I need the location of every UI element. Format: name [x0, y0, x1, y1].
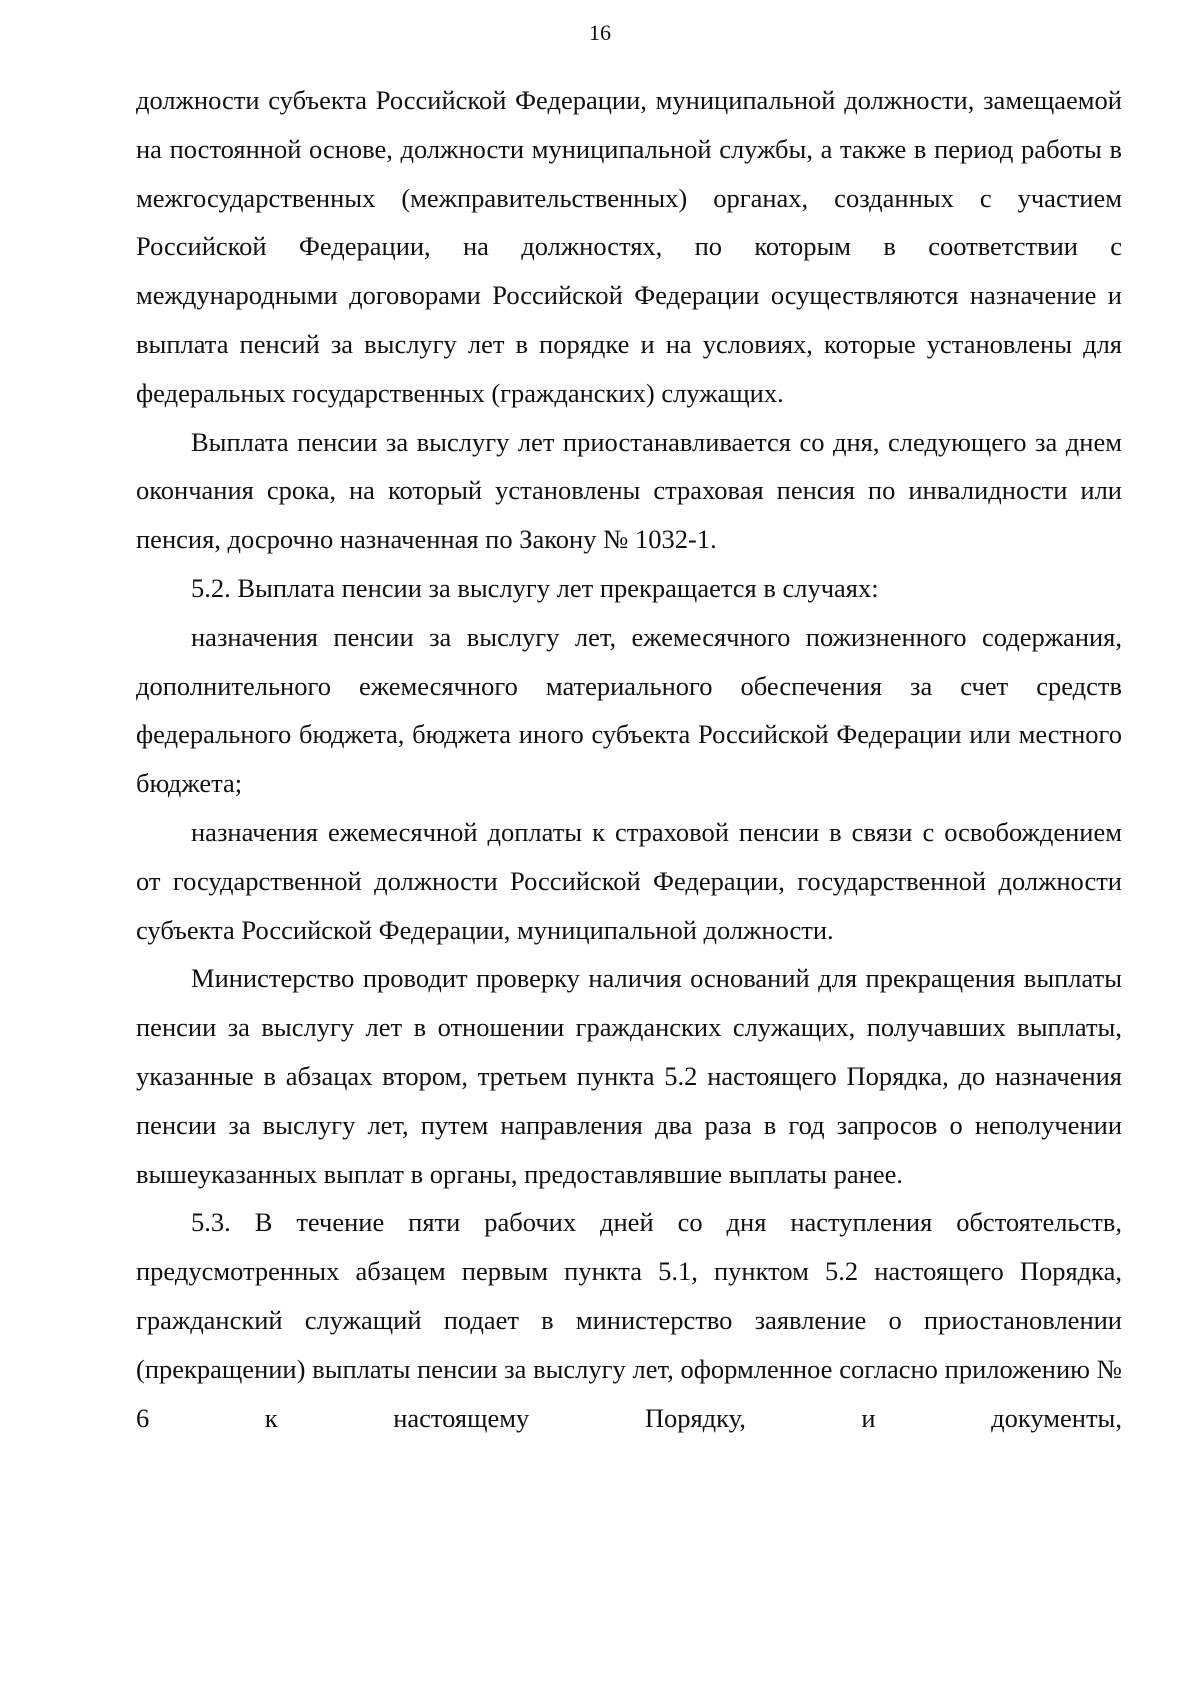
paragraph-section-5-3: 5.3. В течение пяти рабочих дней со дня наступления обстоятельств, предусмотренных абзацем первым пункта 5.1, пунктом 5.2 настоящего Порядка, гражданский служащий подает в министерство заявление о приостановлении (прекращении) выплаты пенсии за выслугу лет, оформленное согласно приложению № 6 к настоящему Порядку, и документы,	[136, 1207, 1122, 1433]
page-number: 16	[589, 20, 611, 45]
paragraph-continuation: должности субъекта Российской Федерации, муниципальной должности, замещаемой на постоянной основе, должности муниципальной службы, а также в период работы в межгосударственных (межправительственных) органах, созданных с участием Российской Федерации, на должностях, по которым в соответствии с международными договорами Российской Федерации осуществляются назначение и выплата пенсий за выслугу лет в порядке и на условиях, которые установлены для федеральных государственных (гражданских) служащих.	[136, 85, 1122, 408]
paragraph-ministry-check: Министерство проводит проверку наличия оснований для прекращения выплаты пенсии за выслугу лет в отношении гражданских служащих, получавших выплаты, указанные в абзацах втором, третьем пункта 5.2 настоящего Порядка, до назначения пенсии за выслугу лет, путем направления два раза в год запросов о неполучении вышеуказанных выплат в органы, предоставлявшие выплаты ранее.	[136, 963, 1122, 1189]
document-body	[136, 76, 1122, 1442]
paragraph-case-supplement: назначения ежемесячной доплаты к страховой пенсии в связи с освобождением от государственной должности Российской Федерации, государственной должности субъекта Российской Федерации, муниципальной должности.	[136, 816, 1122, 945]
paragraph-case-pension: назначения пенсии за выслугу лет, ежемесячного пожизненного содержания, дополнительного ежемесячного материального обеспечения за счет средств федерального бюджета, бюджета иного субъекта Российской Федерации или местного бюджета;	[136, 621, 1122, 799]
paragraph-suspension: Выплата пенсии за выслугу лет приостанавливается со дня, следующего за днем окончания срока, на который установлены страховая пенсия по инвалидности или пенсия, досрочно назначенная по Закону № 1032-1.	[136, 426, 1122, 555]
paragraph-section-5-2: 5.2. Выплата пенсии за выслугу лет прекращается в случаях:	[191, 572, 879, 603]
